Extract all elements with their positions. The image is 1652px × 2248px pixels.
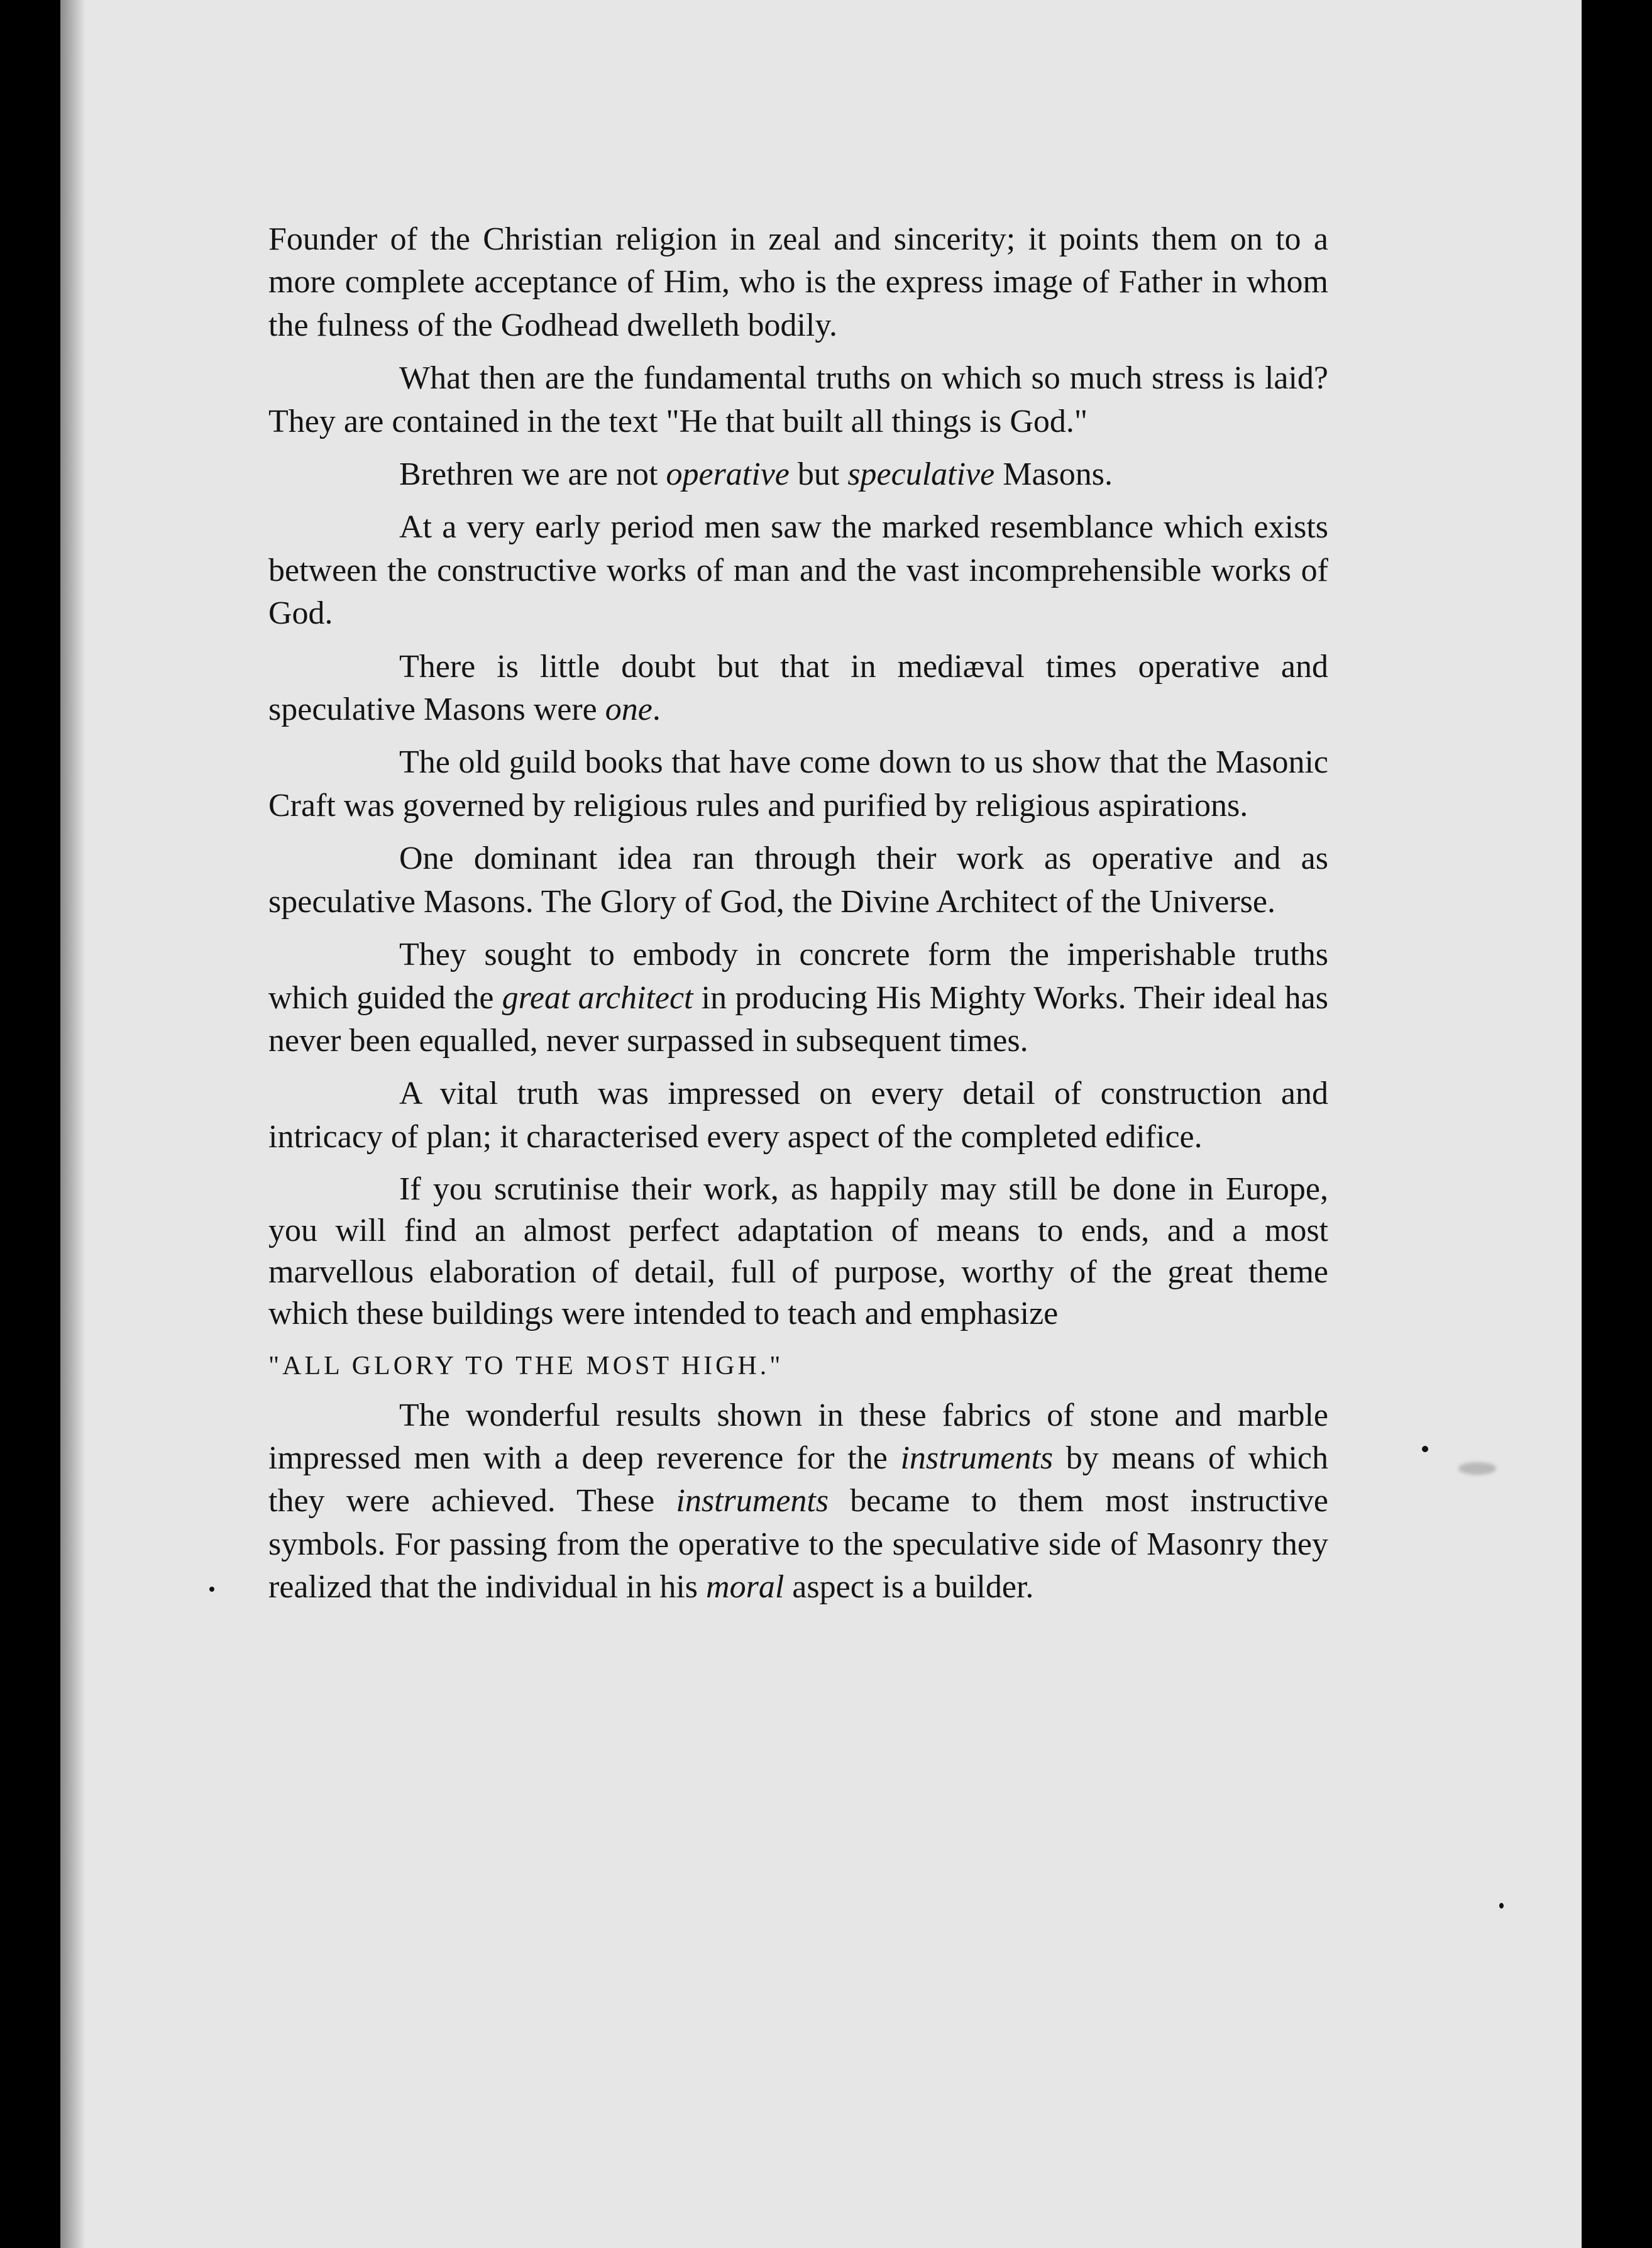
paragraph: At a very early period men saw the marked resemblance which exists between the constructive works of man and the vast incomprehensible works of God. (268, 509, 1328, 632)
italic-text: speculative (847, 456, 995, 493)
paragraph: Brethren we are not operative but speculative Masons. (399, 456, 1113, 493)
document-body (268, 218, 1328, 1619)
paragraph: They sought to embody in concrete form the imperishable truths which guided the great architect in producing His Mighty Works. Their ideal has never been equalled, never surpassed in subsequent times. (268, 937, 1328, 1059)
paragraph: Founder of the Christian religion in zeal and sincerity; it points them on to a more complete acceptance of Him, who is the express image of Father in whom the fulness of the Godhead dwelleth bodily. (268, 221, 1328, 343)
italic-text: great architect (502, 979, 693, 1016)
paragraph: One dominant idea ran through their work as operative and as speculative Masons. The Glory of God, the Divine Architect of the Universe. (268, 840, 1328, 920)
paragraph: A vital truth was impressed on every detail of construction and intricacy of plan; it characterised every aspect of the completed edifice. (268, 1076, 1328, 1155)
paragraph: The wonderful results shown in these fabrics of stone and marble impressed men with a deep reverence for the instruments by means of which they were achieved. These instruments became to them most instructive symbols. For passing from the operative to the speculative side of Masonry they realized that the individual in his moral aspect is a builder. (268, 1397, 1328, 1606)
page-edge-shadow (60, 0, 85, 2248)
paragraph: If you scrutinise their work, as happily may still be done in Europe, you will find an almost perfect adaptation of means to ends, and a most marvellous elaboration of detail, full of purpose, worthy of the great theme which these buildings were intended to teach and emphasize (268, 1171, 1328, 1332)
paragraph: What then are the fundamental truths on which so much stress is laid? They are contained in the text "He that built all things is God." (268, 360, 1328, 439)
italic-text: moral (706, 1569, 785, 1606)
italic-text: one (605, 691, 653, 728)
scan-smudge (1458, 1462, 1496, 1475)
italic-text: instruments (900, 1440, 1054, 1476)
scan-speck (1499, 1903, 1504, 1909)
paragraph: The old guild books that have come down to us show that the Masonic Craft was governed by religious rules and purified by religious aspirations. (268, 744, 1328, 824)
scan-speck (209, 1587, 214, 1592)
centered-motto: "ALL GLORY TO THE MOST HIGH." (268, 1352, 784, 1381)
scan-speck (1422, 1446, 1428, 1452)
italic-text: instruments (676, 1483, 829, 1519)
italic-text: operative (666, 456, 790, 493)
paragraph: There is little doubt but that in mediæval times operative and speculative Masons were one. (268, 648, 1328, 728)
